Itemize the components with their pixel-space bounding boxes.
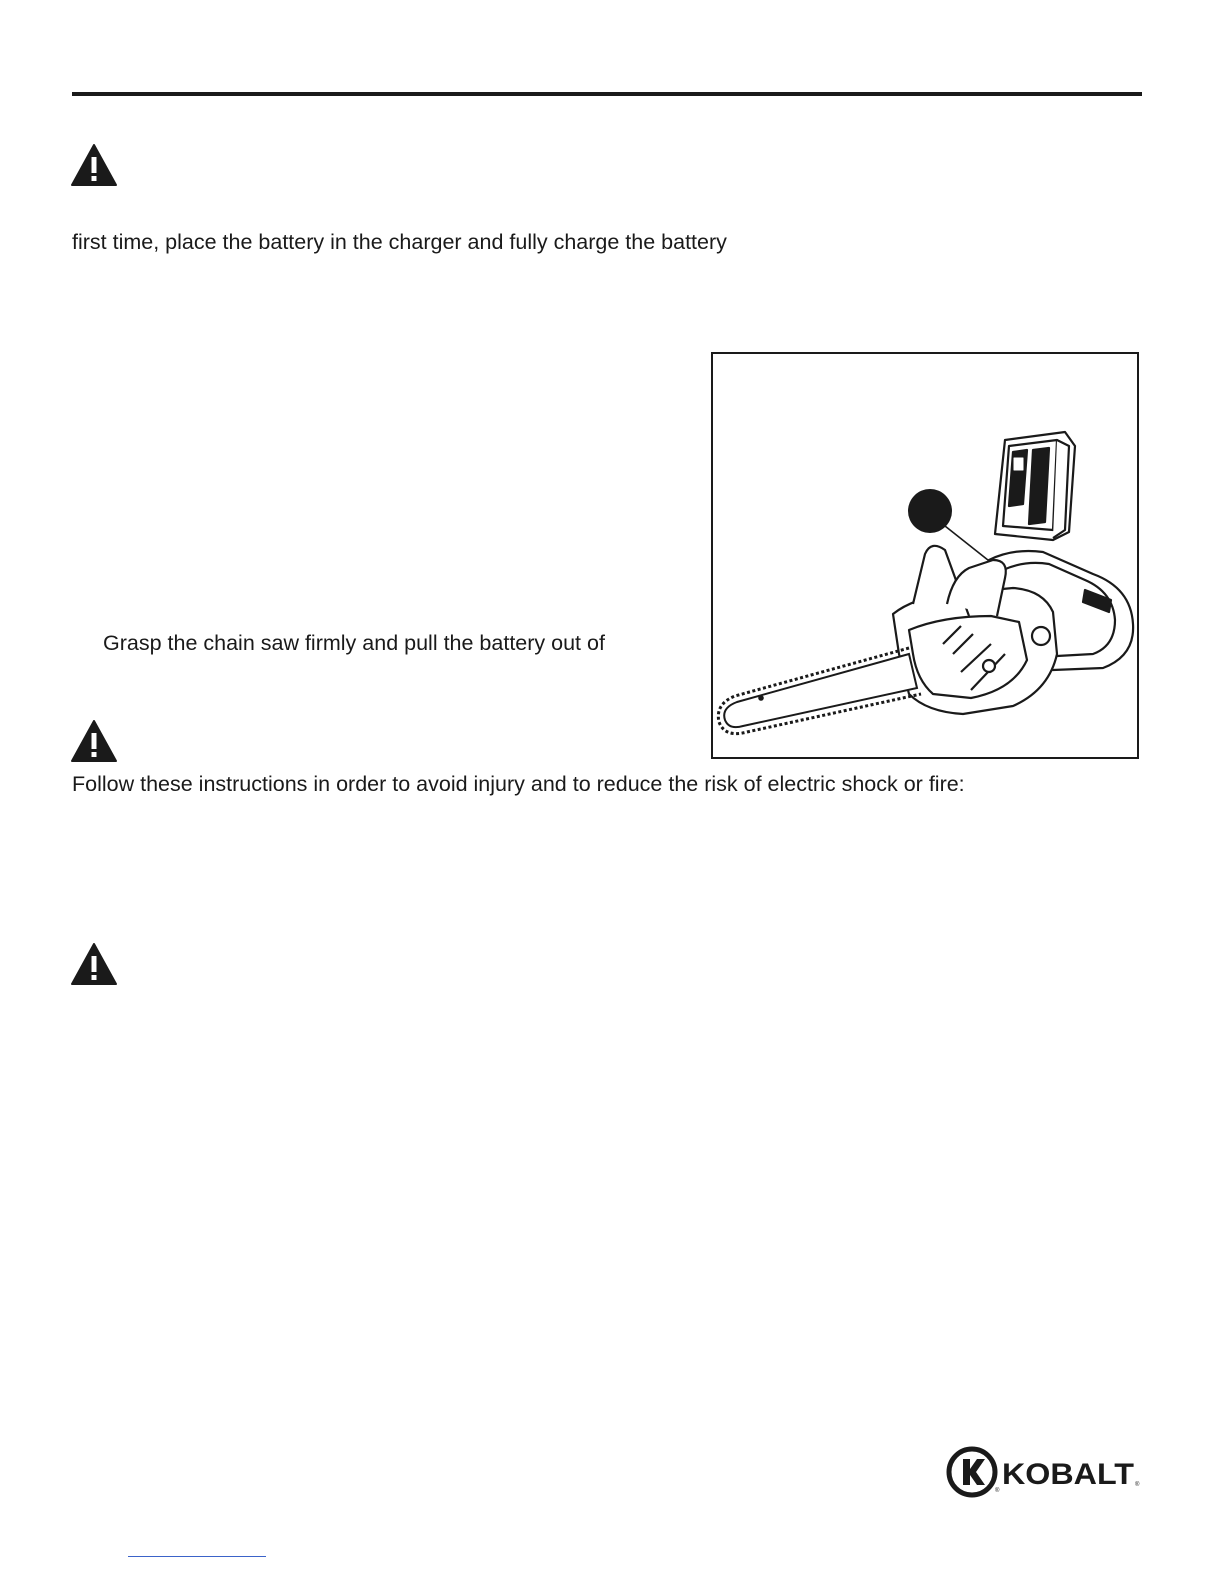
brand-name: KOBALT <box>1002 1458 1134 1491</box>
svg-text:®: ® <box>995 1488 1000 1494</box>
kobalt-logo <box>946 1446 1142 1498</box>
charge-instruction-text: first time, place the battery in the charger and fully charge the battery <box>72 230 727 254</box>
svg-text:®: ® <box>1135 1482 1140 1488</box>
remove-battery-text: Grasp the chain saw firmly and pull the battery out of <box>103 631 605 655</box>
footer-link-underline <box>128 1556 266 1557</box>
safety-instructions-text: Follow these instructions in order to avoid injury and to reduce the risk of electric shock or fire: <box>72 772 965 796</box>
chainsaw-battery-illustration <box>713 354 1141 761</box>
chainsaw-figure <box>711 352 1139 759</box>
warning-triangle-icon <box>70 719 118 763</box>
header-rule <box>72 92 1142 96</box>
warning-triangle-icon <box>70 143 118 187</box>
warning-triangle-icon <box>70 942 118 986</box>
